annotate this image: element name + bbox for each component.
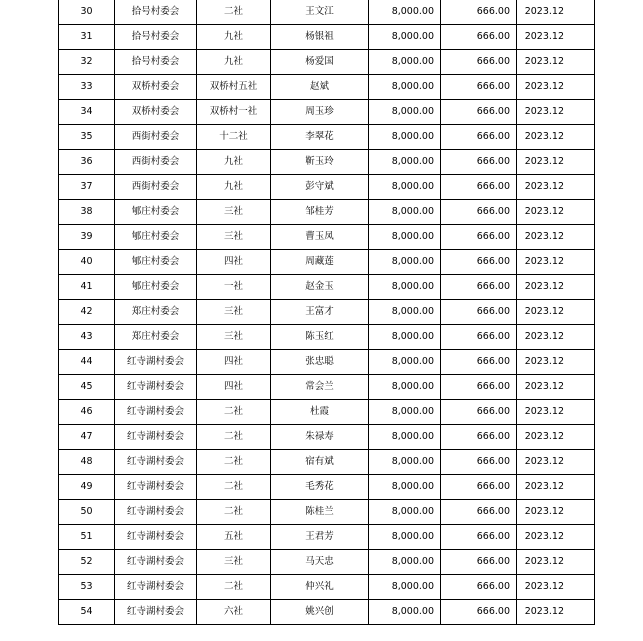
total-amount: 8,000.00 [369,425,441,450]
village-committee: 红寺湖村委会 [115,400,197,425]
monthly-amount: 666.00 [441,175,517,200]
monthly-amount: 666.00 [441,450,517,475]
village-committee: 拾号村委会 [115,25,197,50]
table-row [59,575,595,600]
table-row [59,325,595,350]
monthly-amount: 666.00 [441,400,517,425]
payment-month: 2023.12 [517,25,595,50]
row-number: 42 [59,300,115,325]
total-amount: 8,000.00 [369,525,441,550]
table-row [59,550,595,575]
payment-month: 2023.12 [517,150,595,175]
village-group: 二社 [197,0,271,25]
monthly-amount: 666.00 [441,575,517,600]
person-name: 陈桂兰 [271,500,369,525]
table-row [59,50,595,75]
row-number: 52 [59,550,115,575]
village-group: 六社 [197,600,271,625]
village-group: 二社 [197,425,271,450]
monthly-amount: 666.00 [441,500,517,525]
table-row [59,125,595,150]
payment-month: 2023.12 [517,0,595,25]
monthly-amount: 666.00 [441,100,517,125]
payment-month: 2023.12 [517,300,595,325]
row-number: 41 [59,275,115,300]
village-committee: 郑庄村委会 [115,325,197,350]
total-amount: 8,000.00 [369,125,441,150]
person-name: 王文江 [271,0,369,25]
village-group: 九社 [197,150,271,175]
village-committee: 红寺湖村委会 [115,550,197,575]
village-committee: 红寺湖村委会 [115,600,197,625]
row-number: 46 [59,400,115,425]
person-name: 宿有斌 [271,450,369,475]
row-number: 54 [59,600,115,625]
payment-month: 2023.12 [517,450,595,475]
village-group: 三社 [197,550,271,575]
table-row [59,300,595,325]
village-committee: 郇庄村委会 [115,225,197,250]
total-amount: 8,000.00 [369,450,441,475]
village-group: 九社 [197,25,271,50]
payment-month: 2023.12 [517,100,595,125]
person-name: 王富才 [271,300,369,325]
village-committee: 红寺湖村委会 [115,350,197,375]
village-group: 双桥村一社 [197,100,271,125]
table-row [59,275,595,300]
monthly-amount: 666.00 [441,350,517,375]
person-name: 毛秀花 [271,475,369,500]
total-amount: 8,000.00 [369,300,441,325]
village-group: 三社 [197,200,271,225]
person-name: 赵斌 [271,75,369,100]
total-amount: 8,000.00 [369,475,441,500]
monthly-amount: 666.00 [441,550,517,575]
row-number: 50 [59,500,115,525]
monthly-amount: 666.00 [441,525,517,550]
row-number: 48 [59,450,115,475]
monthly-amount: 666.00 [441,475,517,500]
payment-month: 2023.12 [517,200,595,225]
payment-month: 2023.12 [517,475,595,500]
person-name: 李翠花 [271,125,369,150]
village-group: 三社 [197,325,271,350]
monthly-amount: 666.00 [441,200,517,225]
village-committee: 拾号村委会 [115,0,197,25]
payment-month: 2023.12 [517,75,595,100]
row-number: 39 [59,225,115,250]
village-committee: 拾号村委会 [115,50,197,75]
village-committee: 红寺湖村委会 [115,450,197,475]
monthly-amount: 666.00 [441,150,517,175]
table-row [59,425,595,450]
person-name: 杨爱国 [271,50,369,75]
person-name: 靳玉玲 [271,150,369,175]
person-name: 张忠聪 [271,350,369,375]
total-amount: 8,000.00 [369,75,441,100]
village-group: 二社 [197,400,271,425]
village-committee: 红寺湖村委会 [115,425,197,450]
row-number: 43 [59,325,115,350]
row-number: 33 [59,75,115,100]
person-name: 马天忠 [271,550,369,575]
village-group: 双桥村五社 [197,75,271,100]
table-row [59,250,595,275]
total-amount: 8,000.00 [369,600,441,625]
table-row [59,400,595,425]
roster-body [59,0,595,625]
monthly-amount: 666.00 [441,50,517,75]
row-number: 35 [59,125,115,150]
village-group: 一社 [197,275,271,300]
monthly-amount: 666.00 [441,375,517,400]
row-number: 45 [59,375,115,400]
total-amount: 8,000.00 [369,200,441,225]
row-number: 31 [59,25,115,50]
village-committee: 郑庄村委会 [115,300,197,325]
village-group: 四社 [197,375,271,400]
total-amount: 8,000.00 [369,175,441,200]
monthly-amount: 666.00 [441,225,517,250]
person-name: 周藏莲 [271,250,369,275]
payment-month: 2023.12 [517,275,595,300]
village-group: 二社 [197,475,271,500]
village-committee: 双桥村委会 [115,75,197,100]
total-amount: 8,000.00 [369,225,441,250]
village-committee: 红寺湖村委会 [115,500,197,525]
table-row [59,600,595,625]
subsidy-roster-table [58,0,595,625]
payment-month: 2023.12 [517,50,595,75]
table-row [59,450,595,475]
row-number: 49 [59,475,115,500]
monthly-amount: 666.00 [441,300,517,325]
village-group: 三社 [197,225,271,250]
village-committee: 西街村委会 [115,150,197,175]
village-group: 十二社 [197,125,271,150]
village-committee: 双桥村委会 [115,100,197,125]
row-number: 40 [59,250,115,275]
payment-month: 2023.12 [517,350,595,375]
person-name: 王君芳 [271,525,369,550]
payment-month: 2023.12 [517,600,595,625]
payment-month: 2023.12 [517,325,595,350]
total-amount: 8,000.00 [369,350,441,375]
total-amount: 8,000.00 [369,25,441,50]
total-amount: 8,000.00 [369,275,441,300]
payment-month: 2023.12 [517,525,595,550]
row-number: 44 [59,350,115,375]
payment-month: 2023.12 [517,125,595,150]
person-name: 曹玉凤 [271,225,369,250]
village-group: 五社 [197,525,271,550]
village-committee: 红寺湖村委会 [115,525,197,550]
person-name: 杨银祖 [271,25,369,50]
total-amount: 8,000.00 [369,400,441,425]
village-group: 三社 [197,300,271,325]
person-name: 杜霞 [271,400,369,425]
monthly-amount: 666.00 [441,250,517,275]
person-name: 朱禄寿 [271,425,369,450]
row-number: 38 [59,200,115,225]
total-amount: 8,000.00 [369,550,441,575]
table-row [59,475,595,500]
total-amount: 8,000.00 [369,50,441,75]
table-row [59,100,595,125]
person-name: 赵金玉 [271,275,369,300]
table-row [59,175,595,200]
payment-month: 2023.12 [517,425,595,450]
village-group: 九社 [197,175,271,200]
payment-month: 2023.12 [517,225,595,250]
monthly-amount: 666.00 [441,600,517,625]
table-row [59,75,595,100]
village-committee: 郇庄村委会 [115,275,197,300]
row-number: 36 [59,150,115,175]
table-row [59,200,595,225]
total-amount: 8,000.00 [369,375,441,400]
person-name: 仲兴礼 [271,575,369,600]
person-name: 姚兴创 [271,600,369,625]
payment-month: 2023.12 [517,550,595,575]
village-committee: 郇庄村委会 [115,200,197,225]
table-row [59,25,595,50]
monthly-amount: 666.00 [441,425,517,450]
total-amount: 8,000.00 [369,325,441,350]
payment-month: 2023.12 [517,575,595,600]
total-amount: 8,000.00 [369,150,441,175]
monthly-amount: 666.00 [441,325,517,350]
village-group: 九社 [197,50,271,75]
village-committee: 红寺湖村委会 [115,375,197,400]
village-committee: 西街村委会 [115,175,197,200]
table-row [59,375,595,400]
total-amount: 8,000.00 [369,0,441,25]
row-number: 51 [59,525,115,550]
total-amount: 8,000.00 [369,250,441,275]
table-row [59,350,595,375]
monthly-amount: 666.00 [441,0,517,25]
payment-month: 2023.12 [517,500,595,525]
village-group: 四社 [197,250,271,275]
village-committee: 红寺湖村委会 [115,475,197,500]
monthly-amount: 666.00 [441,25,517,50]
village-committee: 红寺湖村委会 [115,575,197,600]
payment-month: 2023.12 [517,250,595,275]
row-number: 30 [59,0,115,25]
table-row [59,500,595,525]
village-group: 二社 [197,450,271,475]
total-amount: 8,000.00 [369,575,441,600]
village-committee: 西街村委会 [115,125,197,150]
table-row [59,225,595,250]
payment-month: 2023.12 [517,175,595,200]
person-name: 周玉珍 [271,100,369,125]
village-group: 四社 [197,350,271,375]
person-name: 邹桂芳 [271,200,369,225]
village-group: 二社 [197,500,271,525]
payment-month: 2023.12 [517,375,595,400]
monthly-amount: 666.00 [441,275,517,300]
village-committee: 郇庄村委会 [115,250,197,275]
total-amount: 8,000.00 [369,100,441,125]
monthly-amount: 666.00 [441,125,517,150]
village-group: 二社 [197,575,271,600]
row-number: 32 [59,50,115,75]
document-sheet [58,0,594,625]
total-amount: 8,000.00 [369,500,441,525]
table-row [59,0,595,25]
table-row [59,525,595,550]
monthly-amount: 666.00 [441,75,517,100]
row-number: 47 [59,425,115,450]
row-number: 37 [59,175,115,200]
person-name: 彭守斌 [271,175,369,200]
table-row [59,150,595,175]
person-name: 常会兰 [271,375,369,400]
payment-month: 2023.12 [517,400,595,425]
row-number: 53 [59,575,115,600]
row-number: 34 [59,100,115,125]
person-name: 陈玉红 [271,325,369,350]
